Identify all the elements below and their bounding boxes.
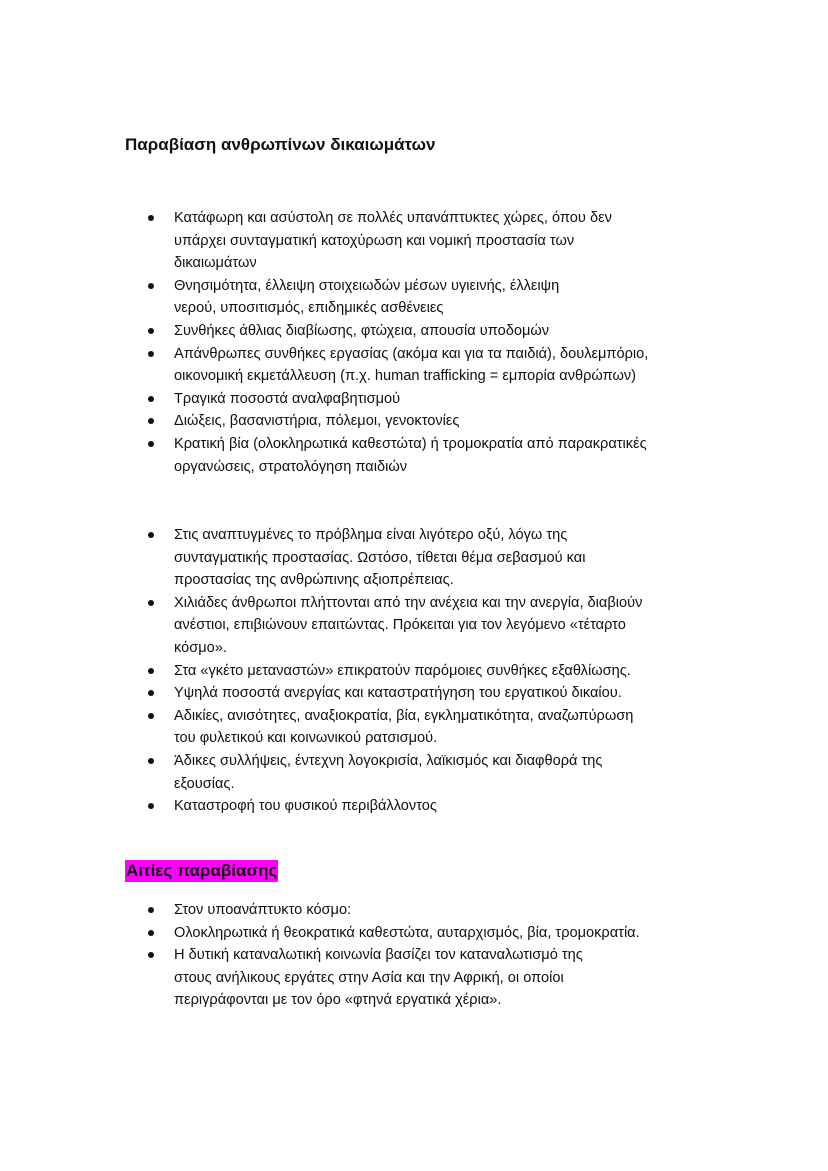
list-item-line: κόσμο». (174, 639, 227, 656)
list-item-line: υπάρχει συνταγματική κατοχύρωση και νομική προστασία των (174, 232, 575, 249)
violations-developed-list (0, 524, 720, 818)
list-item-line: Καταστροφή του φυσικού περιβάλλοντος (174, 798, 437, 815)
list-item (0, 660, 720, 683)
list-item-line: Κατάφωρη και ασύστολη σε πολλές υπανάπτυκτες χώρες, όπου δεν (174, 210, 612, 226)
list-item (0, 922, 720, 945)
list-item (0, 682, 720, 705)
list-item (0, 899, 720, 922)
list-item (0, 795, 720, 818)
list-item (0, 433, 720, 478)
list-item-line: ανέστιοι, επιβιώνουν επαιτώντας. Πρόκειται για τον λεγόμενο «τέταρτο (174, 617, 626, 634)
list-item-line: Άδικες συλλήψεις, έντεχνη λογοκρισία, λαϊκισμός και διαφθορά της (174, 752, 603, 769)
list-item (0, 343, 720, 388)
list-item (0, 592, 720, 660)
list-item-line: Στις αναπτυγμένες το πρόβλημα είναι λιγότερο οξύ, λόγω της (174, 527, 568, 543)
list-item-line: Η δυτική καταναλωτική κοινωνία βασίζει τον καταναλωτισμό της (174, 947, 583, 964)
list-item-line: συνταγματικής προστασίας. Ωστόσο, τίθεται θέμα σεβασμού και (174, 549, 586, 566)
list-item (0, 524, 720, 592)
list-item-line: Συνθήκες άθλιας διαβίωσης, φτώχεια, απουσία υποδομών (174, 322, 550, 339)
list-item (0, 705, 720, 750)
list-item (0, 320, 720, 343)
list-item (0, 944, 720, 1012)
list-item-line: περιγράφονται με τον όρο «φτηνά εργατικά χέρια». (174, 992, 502, 1009)
list-item-line: Υψηλά ποσοστά ανεργίας και καταστρατήγηση του εργατικού δικαίου. (174, 685, 622, 702)
list-item-line: εξουσίας. (174, 775, 235, 792)
section-title-causes: Αιτίες παραβίασης (126, 861, 278, 880)
list-item-line: νερού, υποσιτισμός, επιδημικές ασθένειες (174, 300, 444, 317)
list-item (0, 275, 720, 320)
list-item-line: οικονομική εκμετάλλευση (π.χ. human trafficking = εμπορία ανθρώπων) (174, 368, 637, 385)
list-item-line: στους ανήλικους εργάτες στην Ασία και την Αφρική, οι οποίοι (174, 969, 564, 986)
list-item-line: Απάνθρωπες συνθήκες εργασίας (ακόμα και για τα παιδιά), δουλεμπόριο, (174, 345, 649, 362)
list-item-line: προστασίας της ανθρώπινης αξιοπρέπειας. (174, 572, 454, 589)
list-item (0, 410, 720, 433)
list-item (0, 388, 720, 411)
section-title-violations: Παραβίαση ανθρωπίνων δικαιωμάτων (125, 135, 436, 154)
causes-list (0, 899, 720, 1012)
list-item-line: Στα «γκέτο μεταναστών» επικρατούν παρόμοιες συνθήκες εξαθλίωσης. (174, 662, 631, 679)
list-item-line: Διώξεις, βασανιστήρια, πόλεμοι, γενοκτονίες (174, 413, 460, 430)
list-item-line: Κρατική βία (ολοκληρωτικά καθεστώτα) ή τρομοκρατία από παρακρατικές (174, 435, 647, 452)
violations-underdeveloped-list (0, 207, 720, 478)
list-item-line: του φυλετικού και κοινωνικού ρατσισμού. (174, 730, 438, 747)
list-item-line: Χιλιάδες άνθρωποι πλήττονται από την ανέχεια και την ανεργία, διαβιούν (174, 594, 643, 611)
list-item-line: Θνησιμότητα, έλλειψη στοιχειωδών μέσων υγιεινής, έλλειψη (174, 277, 560, 294)
list-item (0, 207, 720, 275)
list-item-line: Ολοκληρωτικά ή θεοκρατικά καθεστώτα, αυταρχισμός, βία, τρομοκρατία. (174, 924, 640, 941)
list-item-line: Στον υποανάπτυκτο κόσμο: (174, 902, 352, 918)
list-item-line: Τραγικά ποσοστά αναλφαβητισμού (174, 390, 401, 407)
list-item-line: οργανώσεις, στρατολόγηση παιδιών (174, 458, 408, 475)
list-item-line: Αδικίες, ανισότητες, αναξιοκρατία, βία, εγκληματικότητα, αναζωπύρωση (174, 707, 634, 724)
list-item-line: δικαιωμάτων (174, 255, 257, 272)
list-item (0, 750, 720, 795)
